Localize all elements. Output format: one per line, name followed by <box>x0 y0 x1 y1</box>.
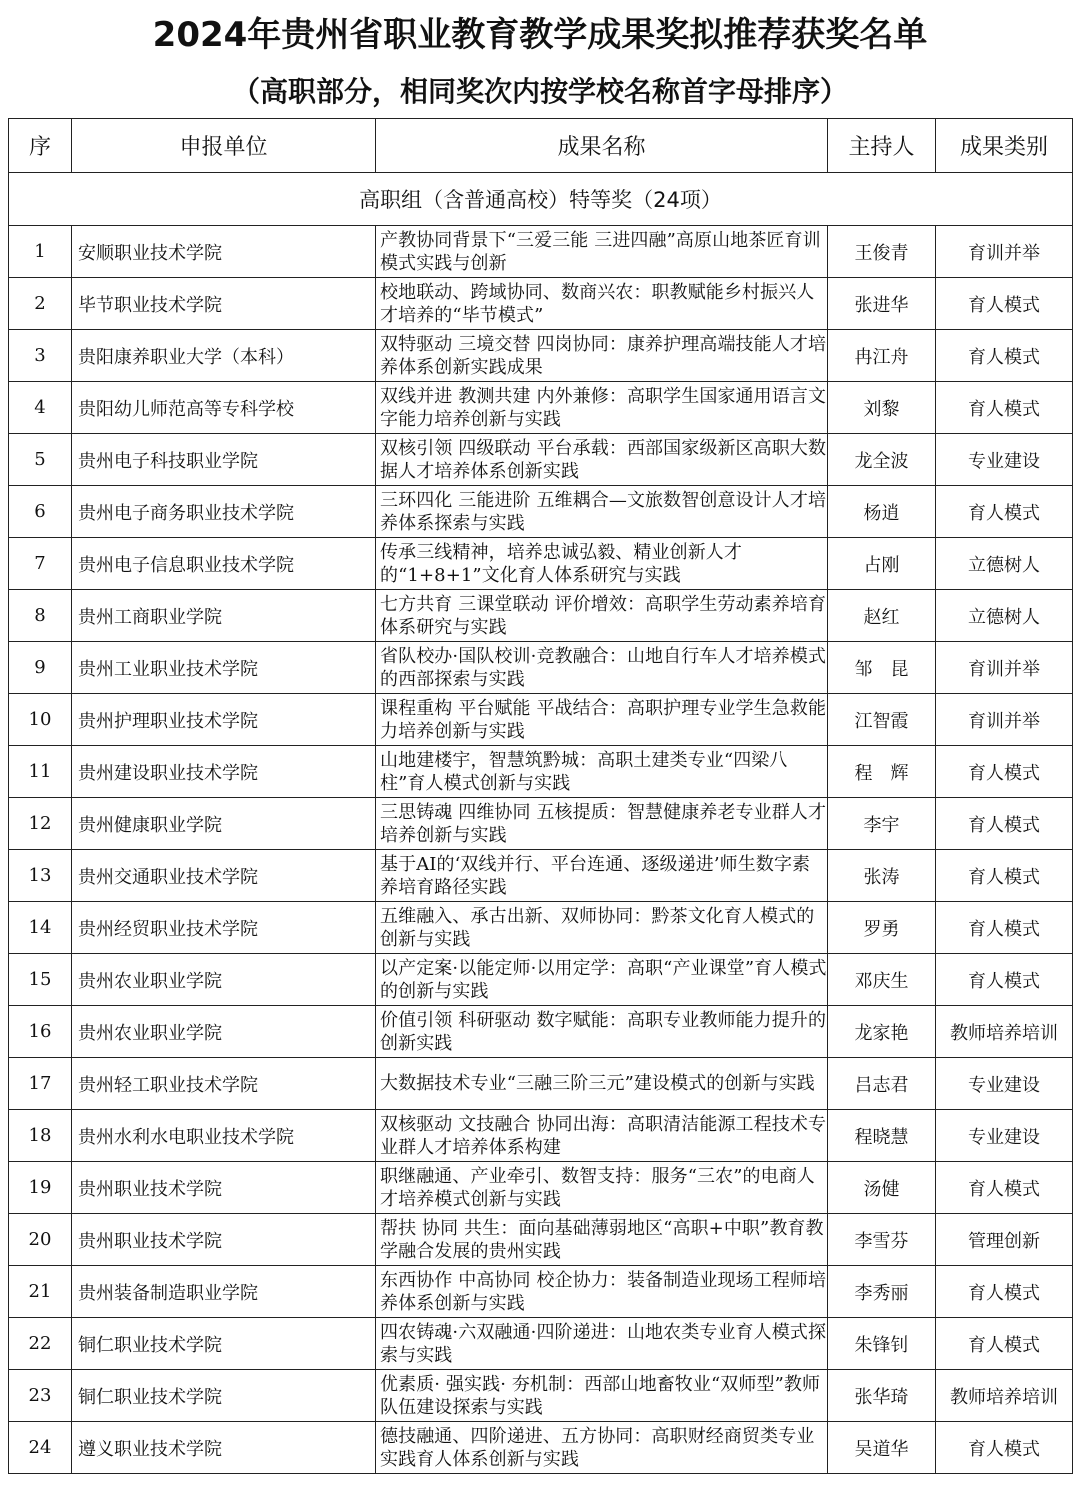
row-unit: 贵州电子信息职业技术学院 <box>72 538 376 590</box>
row-title: 优素质· 强实践· 夯机制：西部山地畜牧业“双师型”教师队伍建设探索与实践 <box>376 1370 828 1422</box>
row-host: 王俊青 <box>828 226 936 278</box>
row-title: 大数据技术专业“三融三阶三元”建设模式的创新与实践 <box>376 1058 828 1110</box>
row-host: 占刚 <box>828 538 936 590</box>
row-unit: 贵州建设职业技术学院 <box>72 746 376 798</box>
page-subtitle: （高职部分，相同奖次内按学校名称首字母排序） <box>231 75 848 108</box>
row-type: 立德树人 <box>936 538 1073 590</box>
row-title: 七方共育 三课堂联动 评价增效：高职学生劳动素养培育体系研究与实践 <box>376 590 828 642</box>
table-row <box>9 382 1073 434</box>
group-header-row <box>9 173 1073 226</box>
header-title: 成果名称 <box>376 119 828 173</box>
row-unit: 贵州职业技术学院 <box>72 1214 376 1266</box>
row-title: 课程重构 平台赋能 平战结合：高职护理专业学生急救能力培养创新与实践 <box>376 694 828 746</box>
row-title: 帮扶 协同 共生：面向基础薄弱地区“高职+中职”教育教学融合发展的贵州实践 <box>376 1214 828 1266</box>
row-unit: 贵州护理职业技术学院 <box>72 694 376 746</box>
row-type: 专业建设 <box>936 434 1073 486</box>
table-row <box>9 642 1073 694</box>
row-type: 专业建设 <box>936 1110 1073 1162</box>
row-unit: 贵阳幼儿师范高等专科学校 <box>72 382 376 434</box>
row-seq: 4 <box>9 382 72 434</box>
table-body <box>9 173 1073 1474</box>
group-title: 高职组（含普通高校）特等奖（24项） <box>9 173 1073 226</box>
row-type: 育人模式 <box>936 486 1073 538</box>
row-title: 校地联动、跨域协同、数商兴农：职教赋能乡村振兴人才培养的“毕节模式” <box>376 278 828 330</box>
row-unit: 贵州工业职业技术学院 <box>72 642 376 694</box>
row-title: 德技融通、四阶递进、五方协同：高职财经商贸类专业实践育人体系创新与实践 <box>376 1422 828 1474</box>
row-type: 育人模式 <box>936 746 1073 798</box>
table-row <box>9 226 1073 278</box>
header-type: 成果类别 <box>936 119 1073 173</box>
row-seq: 13 <box>9 850 72 902</box>
row-seq: 5 <box>9 434 72 486</box>
row-type: 管理创新 <box>936 1214 1073 1266</box>
table-row <box>9 278 1073 330</box>
row-unit: 安顺职业技术学院 <box>72 226 376 278</box>
row-seq: 23 <box>9 1370 72 1422</box>
row-host: 冉江舟 <box>828 330 936 382</box>
row-host: 程晓慧 <box>828 1110 936 1162</box>
row-host: 李雪芬 <box>828 1214 936 1266</box>
row-title: 双线并进 教测共建 内外兼修：高职学生国家通用语言文字能力培养创新与实践 <box>376 382 828 434</box>
row-host: 张进华 <box>828 278 936 330</box>
row-host: 李秀丽 <box>828 1266 936 1318</box>
row-type: 育训并举 <box>936 226 1073 278</box>
table-row <box>9 1422 1073 1474</box>
table-row <box>9 538 1073 590</box>
row-unit: 贵州交通职业技术学院 <box>72 850 376 902</box>
page-title: 2024年贵州省职业教育教学成果奖拟推荐获奖名单 <box>152 15 928 55</box>
row-unit: 贵州电子科技职业学院 <box>72 434 376 486</box>
table-row <box>9 1214 1073 1266</box>
row-title: 三环四化 三能进阶 五维耦合—文旅数智创意设计人才培养体系探索与实践 <box>376 486 828 538</box>
row-title: 东西协作 中高协同 校企协力：装备制造业现场工程师培养体系创新与实践 <box>376 1266 828 1318</box>
table-row <box>9 1110 1073 1162</box>
row-type: 育人模式 <box>936 1162 1073 1214</box>
row-title: 省队校办·国队校训·竞教融合：山地自行车人才培养模式的西部探索与实践 <box>376 642 828 694</box>
table-row <box>9 1162 1073 1214</box>
row-seq: 11 <box>9 746 72 798</box>
header-seq: 序 <box>9 119 72 173</box>
table-row <box>9 1266 1073 1318</box>
row-title: 职继融通、产业牵引、数智支持：服务“三农”的电商人才培养模式创新与实践 <box>376 1162 828 1214</box>
row-title: 双特驱动 三境交替 四岗协同：康养护理高端技能人才培养体系创新实践成果 <box>376 330 828 382</box>
row-seq: 2 <box>9 278 72 330</box>
table-row <box>9 486 1073 538</box>
header-unit: 申报单位 <box>72 119 376 173</box>
row-title: 基于AI的‘双线并行、平台连通、逐级递进’师生数字素养培育路径实践 <box>376 850 828 902</box>
table-row <box>9 330 1073 382</box>
row-title: 三思铸魂 四维协同 五核提质：智慧健康养老专业群人才培养创新与实践 <box>376 798 828 850</box>
row-type: 育人模式 <box>936 1422 1073 1474</box>
row-type: 教师培养培训 <box>936 1006 1073 1058</box>
row-type: 育人模式 <box>936 850 1073 902</box>
row-type: 专业建设 <box>936 1058 1073 1110</box>
row-unit: 贵州轻工职业技术学院 <box>72 1058 376 1110</box>
row-seq: 18 <box>9 1110 72 1162</box>
row-title: 双核引领 四级联动 平台承载：西部国家级新区高职大数据人才培养体系创新实践 <box>376 434 828 486</box>
row-seq: 15 <box>9 954 72 1006</box>
table-row <box>9 1058 1073 1110</box>
table-row <box>9 1318 1073 1370</box>
row-title: 价值引领 科研驱动 数字赋能：高职专业教师能力提升的创新实践 <box>376 1006 828 1058</box>
row-host: 刘黎 <box>828 382 936 434</box>
table-row <box>9 902 1073 954</box>
row-seq: 1 <box>9 226 72 278</box>
row-seq: 3 <box>9 330 72 382</box>
row-type: 育人模式 <box>936 1266 1073 1318</box>
row-title: 以产定案·以能定师·以用定学：高职“产业课堂”育人模式的创新与实践 <box>376 954 828 1006</box>
row-host: 杨逍 <box>828 486 936 538</box>
row-seq: 12 <box>9 798 72 850</box>
table-row <box>9 1006 1073 1058</box>
header-host: 主持人 <box>828 119 936 173</box>
row-host: 吴道华 <box>828 1422 936 1474</box>
row-unit: 贵州水利水电职业技术学院 <box>72 1110 376 1162</box>
row-type: 育人模式 <box>936 954 1073 1006</box>
row-type: 立德树人 <box>936 590 1073 642</box>
row-seq: 8 <box>9 590 72 642</box>
row-type: 育人模式 <box>936 1318 1073 1370</box>
row-type: 育人模式 <box>936 902 1073 954</box>
row-host: 张涛 <box>828 850 936 902</box>
row-unit: 贵州农业职业学院 <box>72 954 376 1006</box>
table-row <box>9 746 1073 798</box>
row-host: 吕志君 <box>828 1058 936 1110</box>
table-row <box>9 1370 1073 1422</box>
row-unit: 贵州装备制造职业学院 <box>72 1266 376 1318</box>
row-host: 赵红 <box>828 590 936 642</box>
row-title: 产教协同背景下“三爱三能 三进四融”高原山地茶匠育训模式实践与创新 <box>376 226 828 278</box>
table-row <box>9 590 1073 642</box>
row-seq: 14 <box>9 902 72 954</box>
row-unit: 贵阳康养职业大学（本科） <box>72 330 376 382</box>
row-seq: 7 <box>9 538 72 590</box>
row-seq: 19 <box>9 1162 72 1214</box>
row-host: 汤健 <box>828 1162 936 1214</box>
row-type: 教师培养培训 <box>936 1370 1073 1422</box>
row-unit: 贵州健康职业学院 <box>72 798 376 850</box>
table-row <box>9 798 1073 850</box>
row-type: 育训并举 <box>936 642 1073 694</box>
row-seq: 6 <box>9 486 72 538</box>
row-host: 张华琦 <box>828 1370 936 1422</box>
row-unit: 贵州经贸职业技术学院 <box>72 902 376 954</box>
award-table <box>8 118 1073 1474</box>
row-type: 育训并举 <box>936 694 1073 746</box>
row-type: 育人模式 <box>936 798 1073 850</box>
row-host: 江智霞 <box>828 694 936 746</box>
row-host: 邹 昆 <box>828 642 936 694</box>
row-host: 程 辉 <box>828 746 936 798</box>
row-host: 朱锋钊 <box>828 1318 936 1370</box>
row-unit: 毕节职业技术学院 <box>72 278 376 330</box>
row-host: 龙全波 <box>828 434 936 486</box>
row-title: 传承三线精神，培养忠诚弘毅、精业创新人才的“1+8+1”文化育人体系研究与实践 <box>376 538 828 590</box>
row-seq: 17 <box>9 1058 72 1110</box>
row-host: 罗勇 <box>828 902 936 954</box>
row-seq: 20 <box>9 1214 72 1266</box>
row-seq: 9 <box>9 642 72 694</box>
row-unit: 贵州电子商务职业技术学院 <box>72 486 376 538</box>
row-unit: 铜仁职业技术学院 <box>72 1370 376 1422</box>
row-type: 育人模式 <box>936 278 1073 330</box>
row-host: 龙家艳 <box>828 1006 936 1058</box>
table-row <box>9 850 1073 902</box>
row-unit: 遵义职业技术学院 <box>72 1422 376 1474</box>
row-title: 双核驱动 文技融合 协同出海：高职清洁能源工程技术专业群人才培养体系构建 <box>376 1110 828 1162</box>
row-host: 邓庆生 <box>828 954 936 1006</box>
row-unit: 贵州工商职业学院 <box>72 590 376 642</box>
row-title: 五维融入、承古出新、双师协同：黔茶文化育人模式的创新与实践 <box>376 902 828 954</box>
row-title: 四农铸魂·六双融通·四阶递进：山地农类专业育人模式探索与实践 <box>376 1318 828 1370</box>
row-seq: 16 <box>9 1006 72 1058</box>
row-title: 山地建楼宇，智慧筑黔城：高职土建类专业“四梁八柱”育人模式创新与实践 <box>376 746 828 798</box>
table-row <box>9 434 1073 486</box>
row-seq: 22 <box>9 1318 72 1370</box>
row-type: 育人模式 <box>936 330 1073 382</box>
row-unit: 贵州职业技术学院 <box>72 1162 376 1214</box>
row-unit: 铜仁职业技术学院 <box>72 1318 376 1370</box>
row-host: 李宇 <box>828 798 936 850</box>
row-type: 育人模式 <box>936 382 1073 434</box>
row-seq: 10 <box>9 694 72 746</box>
row-seq: 24 <box>9 1422 72 1474</box>
row-seq: 21 <box>9 1266 72 1318</box>
table-row <box>9 954 1073 1006</box>
table-row <box>9 694 1073 746</box>
row-unit: 贵州农业职业学院 <box>72 1006 376 1058</box>
table-header-row <box>9 119 1073 173</box>
